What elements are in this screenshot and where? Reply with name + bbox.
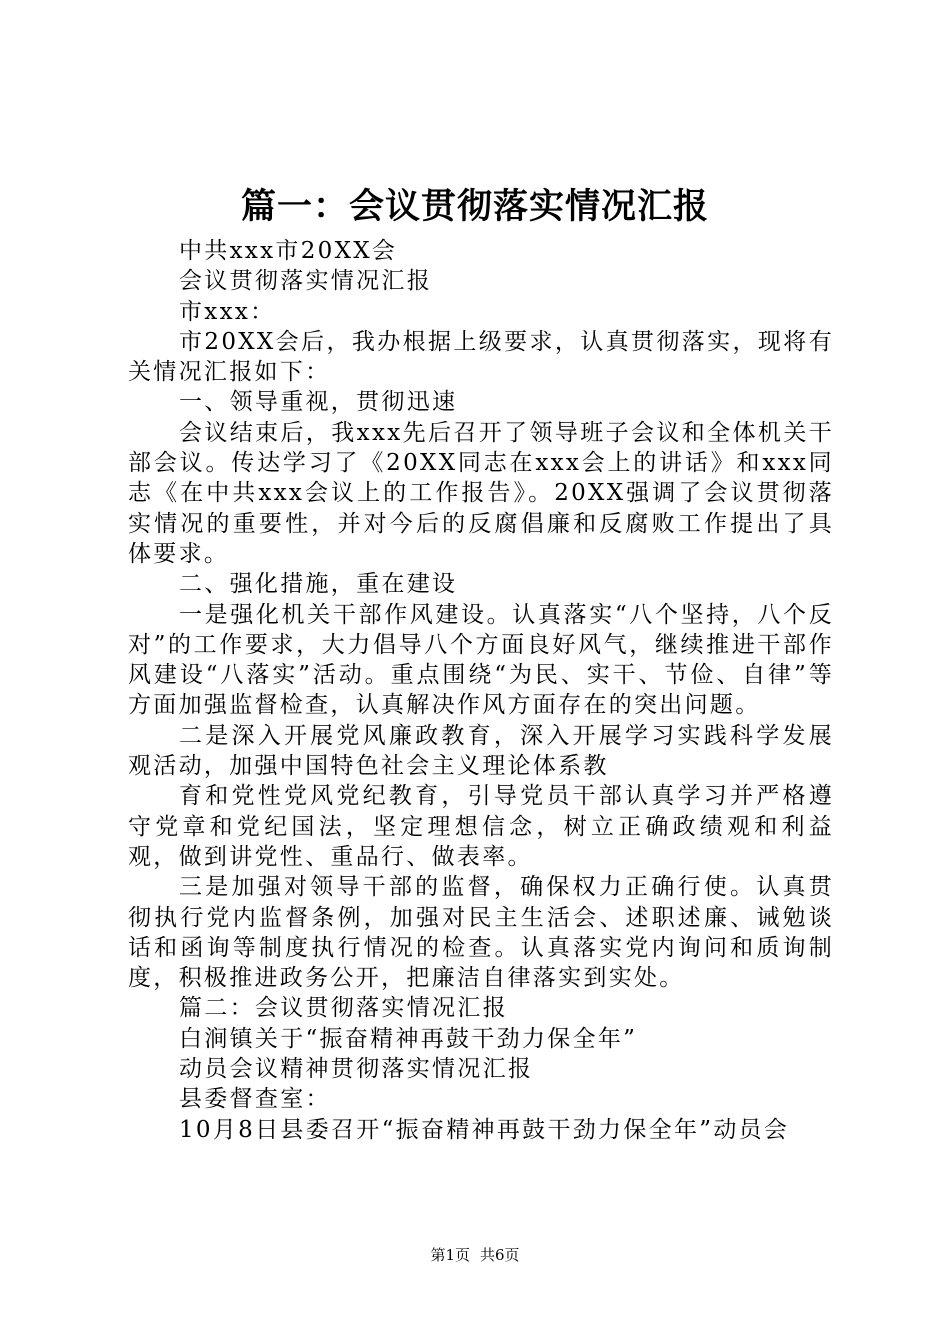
paragraph: 会议结束后，我xxx先后召开了领导班子会议和全体机关干部会议。传达学习了《20XX同志在xxx会上的讲话》和xxx同志《在中共xxx会议上的工作报告》。20XX强调了会议贯彻落实情况的重要性，并对今后的反腐倡廉和反腐败工作提出了具体要求。: [128, 419, 834, 567]
paragraph: 白涧镇关于“振奋精神再鼓干劲力保全年”: [179, 1025, 638, 1052]
section-heading: 一、领导重视，贯彻迅速: [179, 389, 458, 416]
paragraph: 县委督查室：: [179, 1086, 331, 1113]
page-footer: [0, 1244, 950, 1266]
document-title: 篇一：会议贯彻落实情况汇报: [240, 186, 709, 227]
paragraph: 二是深入开展党风廉政教育，深入开展学习实践科学发展观活动，加强中国特色社会主义理论体系教: [128, 722, 834, 780]
document-body: [128, 236, 834, 1145]
paragraph: 10月8日县委召开“振奋精神再鼓干劲力保全年”动员会: [179, 1116, 790, 1143]
paragraph: 三是加强对领导干部的监督，确保权力正确行使。认真贯彻执行党内监督条例，加强对民主生活会、述职述廉、诫勉谈话和函询等制度执行情况的检查。认真落实党内询问和质询制度，积极推进政务公开，把廉洁自律落实到实处。: [128, 874, 834, 992]
section-heading: 篇二：会议贯彻落实情况汇报: [179, 995, 508, 1022]
page-number: 第1页: [430, 1246, 470, 1264]
paragraph: 市xxx：: [179, 298, 276, 325]
paragraph: 一是强化机关干部作风建设。认真落实“八个坚持，八个反对”的工作要求，大力倡导八个方面良好风气，继续推进干部作风建设“八落实”活动。重点围绕“为民、实干、节俭、自律”等方面加强监督检查，认真解决作风方面存在的突出问题。: [128, 601, 834, 719]
section-heading: 二、强化措施，重在建设: [179, 571, 458, 598]
paragraph: 中共xxx市20XX会: [179, 238, 398, 264]
paragraph: 动员会议精神贯彻落实情况汇报: [179, 1056, 534, 1083]
paragraph: 市20XX会后，我办根据上级要求，认真贯彻落实，现将有关情况汇报如下：: [128, 328, 834, 386]
page-total: 共6页: [480, 1246, 520, 1264]
paragraph: 会议贯彻落实情况汇报: [179, 268, 432, 295]
paragraph: 育和党性党风党纪教育，引导党员干部认真学习并严格遵守党章和党纪国法，坚定理想信念，树立正确政绩观和利益观，做到讲党性、重品行、做表率。: [128, 783, 834, 870]
